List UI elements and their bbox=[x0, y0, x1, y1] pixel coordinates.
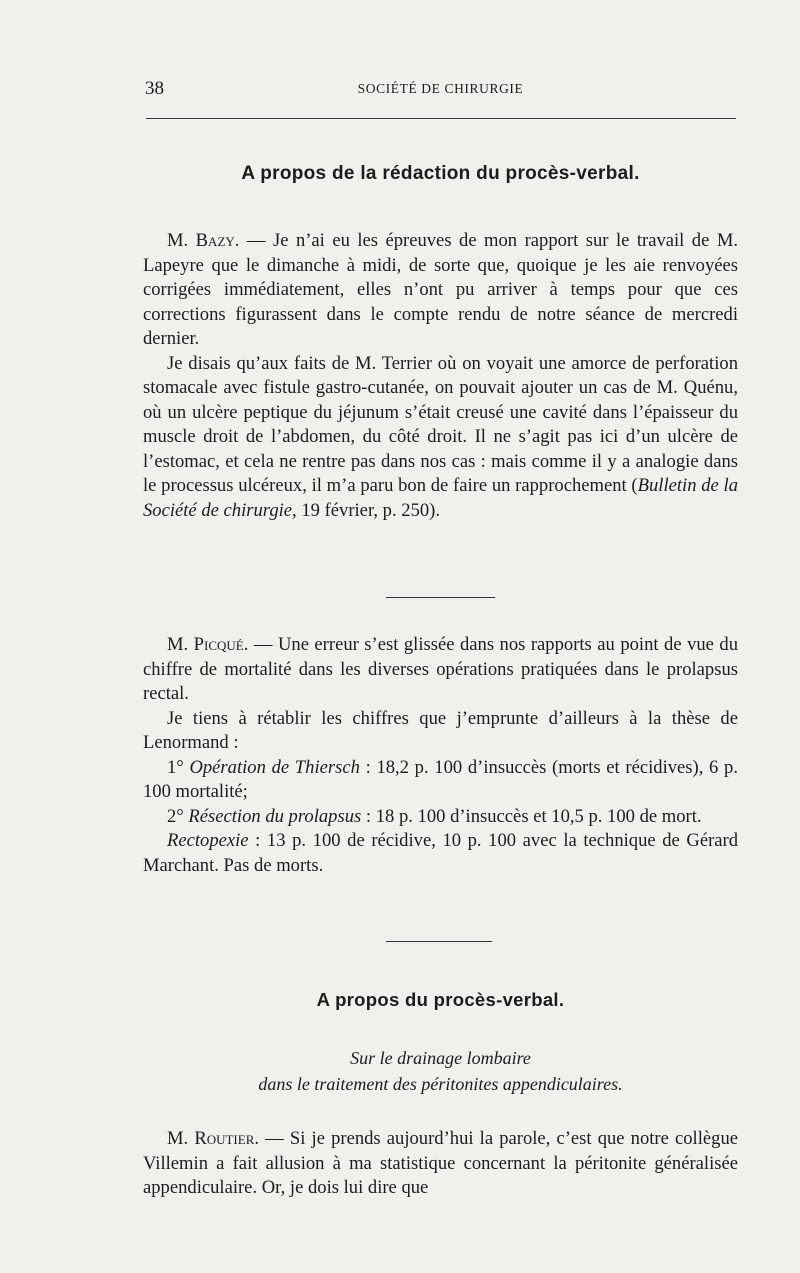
list-item: 2° Résection du prolapsus : 18 p. 100 d’insuccès et 10,5 p. 100 de mort. bbox=[167, 805, 702, 827]
list-item: Rectopexie : 13 p. 100 de récidive, 10 p. 100 avec la technique de Gérard Marchant. Pas de morts. bbox=[143, 830, 738, 876]
running-title: SOCIÉTÉ DE CHIRURGIE bbox=[357, 81, 524, 96]
separator-rule bbox=[386, 941, 492, 942]
page-number: 38 bbox=[145, 78, 164, 99]
section-heading-proces-verbal: A propos du procès-verbal. bbox=[316, 989, 565, 1010]
header-rule bbox=[146, 118, 736, 119]
paragraph: M. Picqué. — Une erreur s’est glissée dans nos rapports au point de vue du chiffre de mortalité dans les diverses opérations pratiquées dans le prolapsus rectal. bbox=[143, 634, 739, 704]
section-routier bbox=[143, 1127, 738, 1201]
separator-rule bbox=[386, 597, 495, 598]
citation: Bulletin de la Société de chirurgie bbox=[143, 475, 738, 521]
paragraph: Je tiens à rétablir les chiffres que j’emprunte d’ailleurs à la thèse de Lenormand : bbox=[143, 707, 738, 753]
section-subtitle: Sur le drainage lombaire dans le traitement des péritonites appendiculaires. bbox=[258, 1048, 623, 1094]
paragraph: Je disais qu’aux faits de M. Terrier où on voyait une amorce de perforation stomacale avec fistule gastro-cutanée, on pouvait ajouter un cas de M. Quénu, où un ulcère peptique du jéjunum s’était creusé une cavité dans l’épaisseur du muscle droit de l’abdomen, du côté droit. Il ne s’agit pas ici d’un ulcère de l’estomac, et cela ne rentre pas dans nos cas : mais comme il y a analogie dans le processus ulcéreux, il m’a paru bon de faire un rapprochement (Bulletin de la Société de chirurgie, 19 février, p. 250). bbox=[143, 352, 738, 521]
section-picque bbox=[143, 633, 738, 878]
speaker-name: M. Routier. bbox=[167, 1128, 260, 1149]
speaker-name: M. Picqué. bbox=[167, 634, 249, 655]
speaker-name: M. Bazy. bbox=[167, 230, 240, 251]
paragraph: M. Routier. — Si je prends aujourd’hui la parole, c’est que notre collègue Villemin a fait allusion à ma statistique concernant la péritonite généralisée appendiculaire. Or, je dois lui dire que bbox=[143, 1128, 738, 1198]
list-item: 1° Opération de Thiersch : 18,2 p. 100 d’insuccès (morts et récidives), 6 p. 100 mortalité; bbox=[143, 756, 738, 802]
page-header bbox=[143, 78, 738, 102]
paragraph: M. Bazy. — Je n’ai eu les épreuves de mon rapport sur le travail de M. Lapeyre que le dimanche à midi, de sorte que, quoique je les aie renvoyées corrigées immédiatement, elles n’ont pu arriver à temps pour que ces corrections figurassent dans le compte rendu de notre séance de mercredi dernier. bbox=[143, 230, 739, 349]
section-heading-redaction: A propos de la rédaction du procès-verbal. bbox=[241, 163, 640, 184]
section-bazy bbox=[143, 229, 738, 523]
